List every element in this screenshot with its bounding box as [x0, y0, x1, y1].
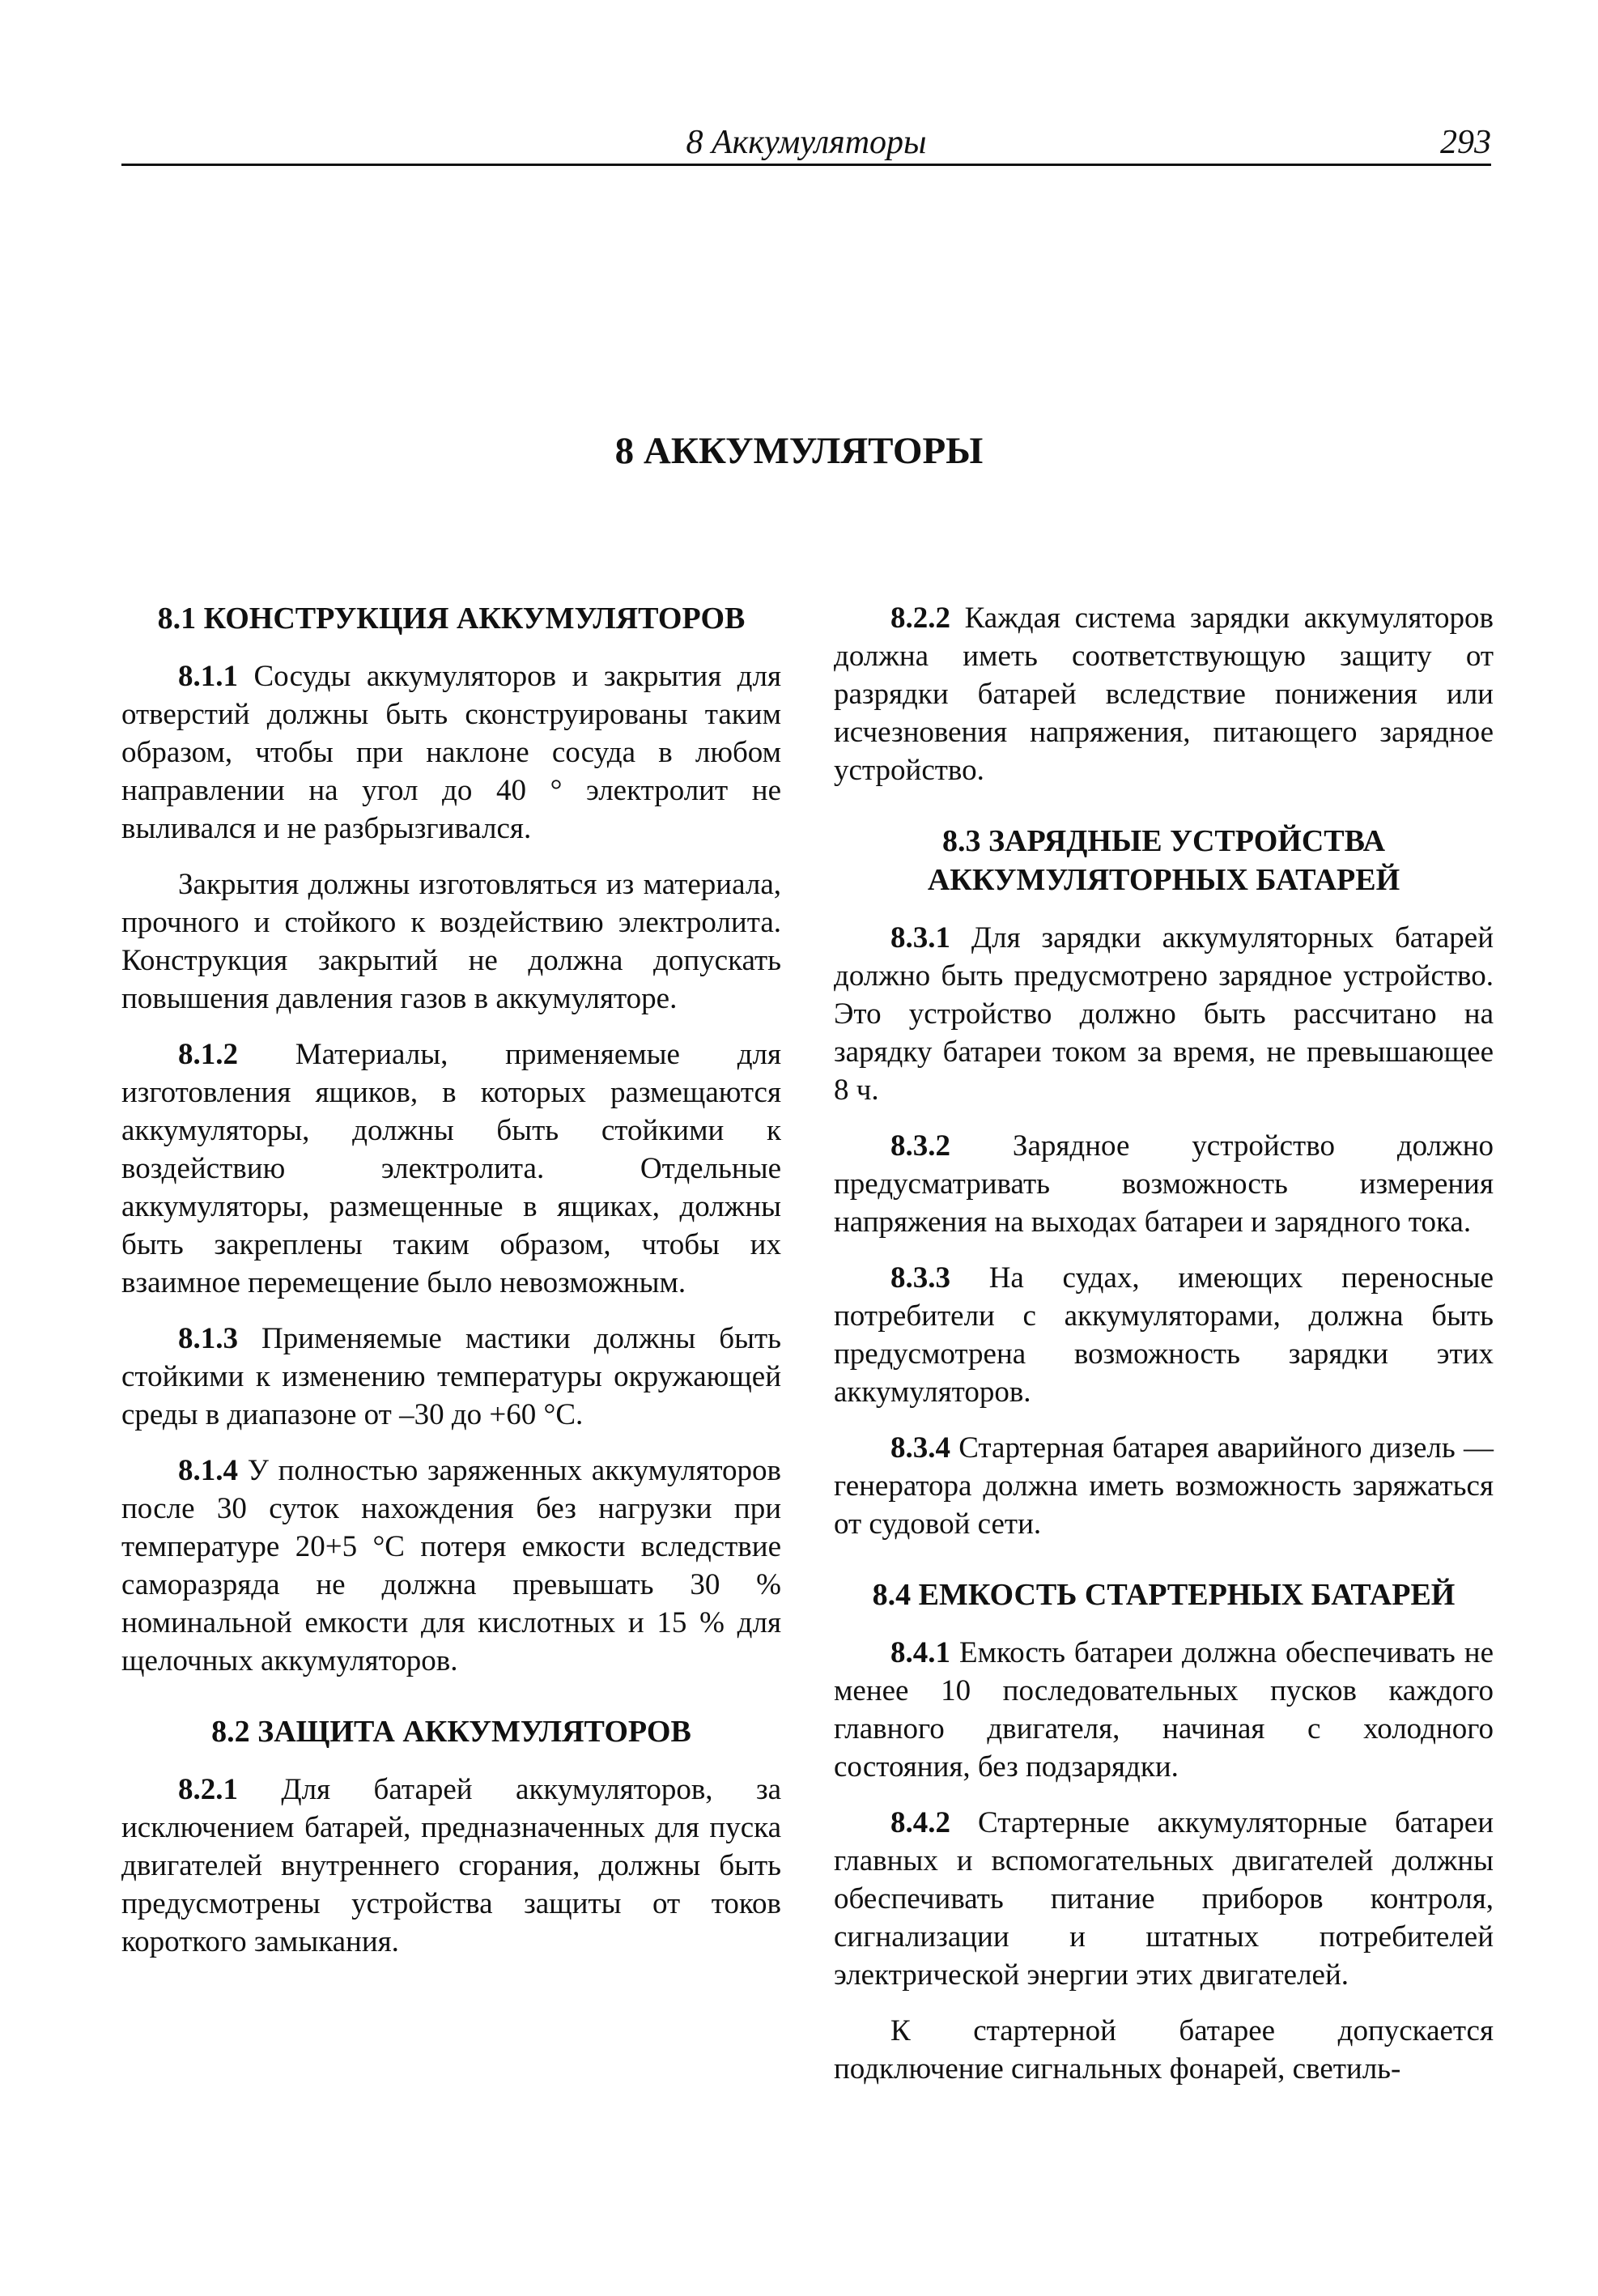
paragraph-8-1-4 [121, 1452, 781, 1680]
page-number: 293 [1440, 124, 1491, 161]
running-title: 8 Аккумуляторы [686, 124, 927, 161]
clause-text: У полностью заряженных аккумуляторов после 30 суток нахождения без нагрузки при температуре 20+5 °С потеря емкости вследствие саморазряда не должна превышать 30 % номинальной емкости для кислотных и 15 % для щелочных аккумуляторов. [121, 1454, 782, 1677]
paragraph-8-3-2 [834, 1127, 1494, 1241]
paragraph-8-4-2 [834, 1804, 1494, 1994]
paragraph-8-3-4 [834, 1429, 1494, 1543]
clause-text: Сосуды аккумуляторов и закрытия для отверстий должны быть сконструированы таким образом, чтобы при наклоне сосуда в любом направлении на угол до 40 ° электролит не выливался и не разбрызгивался. [121, 660, 781, 845]
section-heading-8-4: 8.4 ЕМКОСТЬ СТАРТЕРНЫХ БАТАРЕЙ [872, 1578, 1456, 1612]
clause-number: 8.4.1 [890, 1636, 950, 1669]
clause-number: 8.2.2 [890, 602, 950, 635]
clause-text: На судах, имеющих переносные потребители с аккумуляторами, должна быть предусмотрена возможность зарядки этих аккумуляторов. [834, 1261, 1494, 1409]
paragraph-8-2-2 [834, 599, 1494, 789]
clause-text: Применяемые мастики должны быть стойкими к изменению температуры окружающей среды в диапазоне от –30 до +60 °С. [121, 1322, 781, 1431]
clause-text: Емкость батареи должна обеспечивать не менее 10 последовательных пусков каждого главного двигателя, начиная с холодного состояния, без подзарядки. [834, 1636, 1494, 1784]
clause-text: Материалы, применяемые для изготовления ящиков, в которых размещаются аккумуляторы, должны быть стойкими к воздействию электролита. Отдельные аккумуляторы, размещенные в ящиках, должны быть закреплены таким образом, чтобы их взаимное перемещение было невозможным. [121, 1038, 781, 1299]
paragraph-8-4-1 [834, 1634, 1494, 1786]
clause-number: 8.2.1 [178, 1773, 238, 1806]
section-heading-8-2: 8.2 ЗАЩИТА АККУМУЛЯТОРОВ [211, 1715, 691, 1749]
clause-number: 8.1.3 [178, 1322, 238, 1355]
clause-number: 8.3.3 [890, 1261, 950, 1295]
right-column [834, 599, 1494, 2106]
clause-number: 8.4.2 [890, 1806, 950, 1839]
clause-number: 8.1.4 [178, 1454, 238, 1487]
paragraph-8-1-1 [121, 657, 781, 848]
paragraph-8-1-2 [121, 1035, 781, 1302]
paragraph-8-1-1-continued: Закрытия должны изготовляться из материала, прочного и стойкого к воздействию электролита. Конструкция закрытий не должна допускать повышения давления газов в аккумуляторе. [121, 868, 781, 1015]
paragraph-8-3-3 [834, 1259, 1494, 1411]
clause-text: Стартерная батарея аварийного дизель — генератора должна иметь возможность заряжаться от судовой сети. [834, 1431, 1494, 1541]
clause-text: Каждая система зарядки аккумуляторов должна иметь соответствующую защиту от разрядки батарей вследствие понижения или исчезновения напряжения, питающего зарядное устройство. [834, 602, 1494, 787]
clause-number: 8.1.2 [178, 1038, 238, 1071]
paragraph-8-2-1 [121, 1771, 781, 1961]
clause-text: Зарядное устройство должно предусматривать возможность измерения напряжения на выходах батареи и зарядного тока. [834, 1129, 1494, 1239]
section-heading-8-3: 8.3 ЗАРЯДНЫЕ УСТРОЙСТВА АККУМУЛЯТОРНЫХ БАТАРЕЙ [927, 824, 1400, 897]
clause-number: 8.1.1 [178, 660, 238, 693]
left-column [121, 599, 781, 1979]
paragraph-8-1-3 [121, 1320, 781, 1434]
clause-number: 8.3.4 [890, 1431, 950, 1465]
clause-number: 8.3.2 [890, 1129, 950, 1163]
section-heading-8-1: 8.1 КОНСТРУКЦИЯ АККУМУЛЯТОРОВ [157, 602, 746, 636]
clause-number: 8.3.1 [890, 921, 950, 955]
clause-text: Для батарей аккумуляторов, за исключением батарей, предназначенных для пуска двигателей внутреннего сгорания, должны быть предусмотрены устройства защиты от токов короткого замыкания. [121, 1773, 782, 1958]
clause-text: Стартерные аккумуляторные батареи главных и вспомогательных двигателей должны обеспечивать питание приборов контроля, сигнализации и штатных потребителей электрической энергии этих двигателей. [834, 1806, 1494, 1992]
clause-text: Для зарядки аккумуляторных батарей должно быть предусмотрено зарядное устройство. Это устройство должно быть рассчитано на зарядку батареи током за время, не превышающее 8 ч. [834, 921, 1494, 1107]
paragraph-8-3-1 [834, 919, 1494, 1109]
running-header [121, 121, 1491, 166]
chapter-title: 8 АККУМУЛЯТОРЫ [614, 430, 984, 472]
paragraph-8-4-2-continued: К стартерной батарее допускается подключение сигнальных фонарей, светиль- [834, 2014, 1494, 2086]
